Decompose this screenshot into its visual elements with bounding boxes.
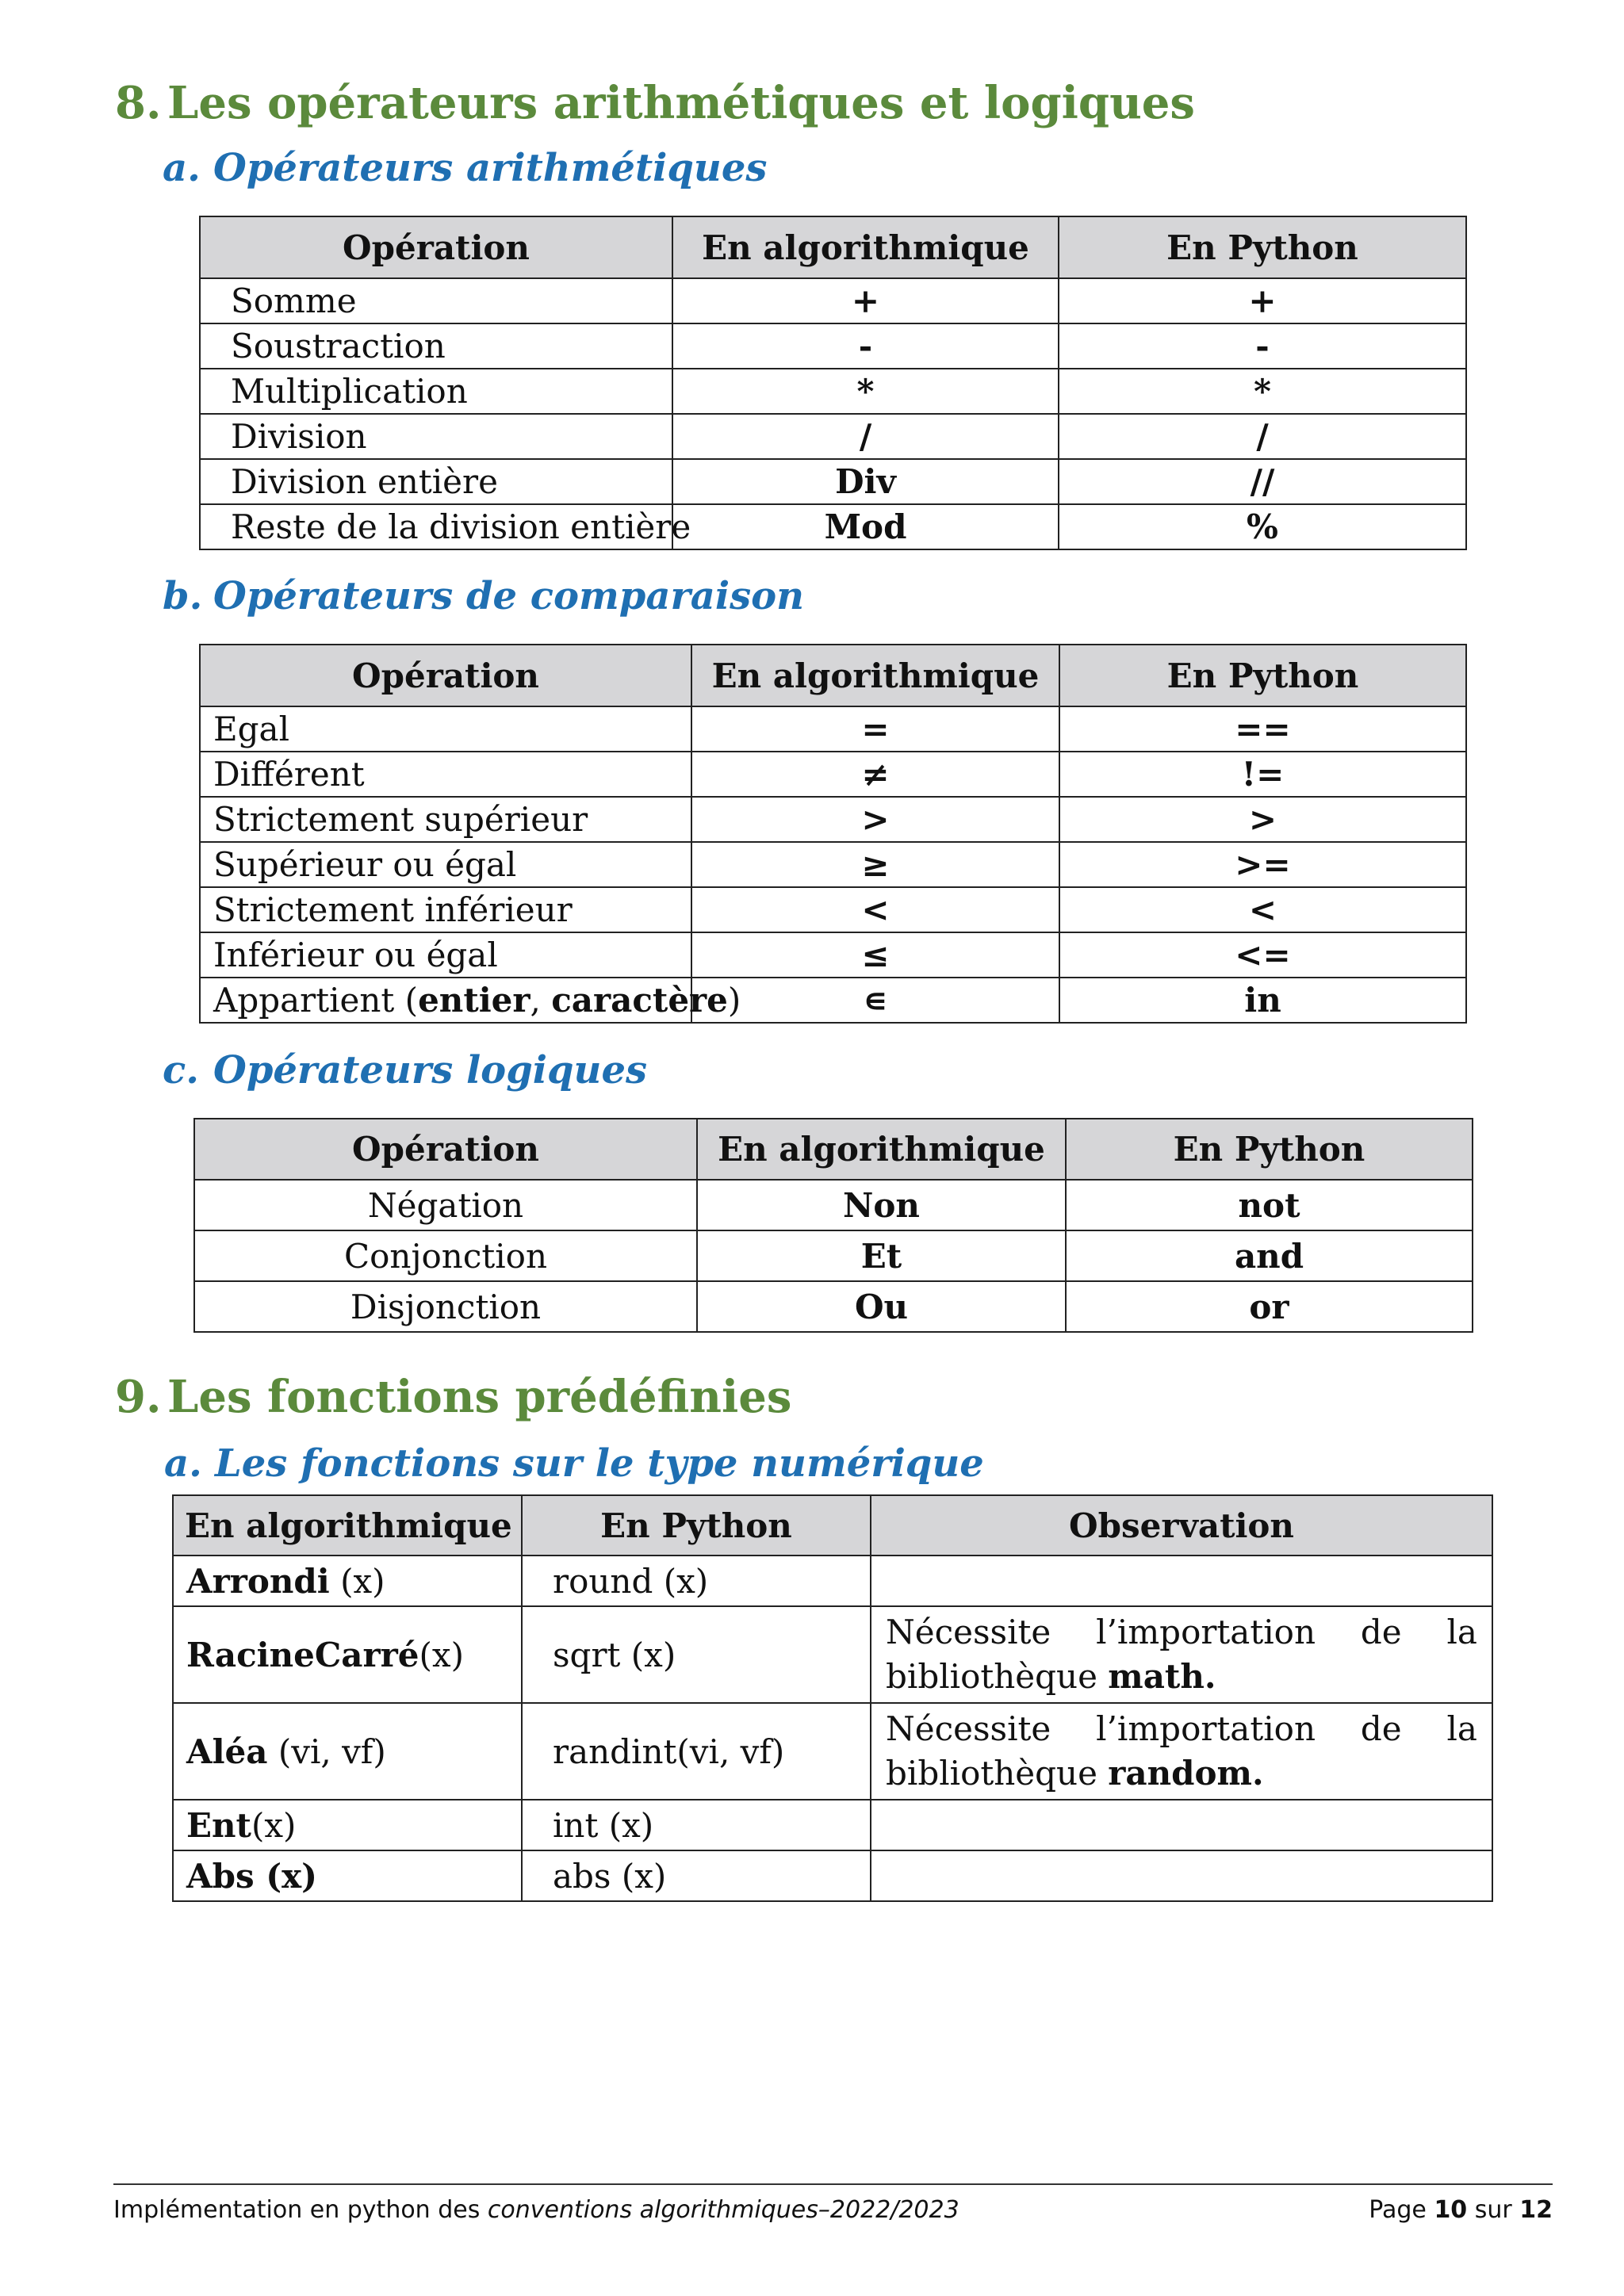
operation-cell <box>200 978 741 1023</box>
operation-cell: Inférieur ou égal <box>200 932 691 978</box>
subsection-title: Opérateurs logiques <box>213 1048 648 1093</box>
observation-word: la <box>1446 1709 1477 1748</box>
operation-cell: Somme <box>200 278 672 323</box>
algo-cell: ≥ <box>691 842 1059 887</box>
function-name: Arrondi <box>186 1561 330 1601</box>
operation-cell: Négation <box>194 1180 697 1230</box>
observation-cell <box>871 1703 1492 1800</box>
label-suffix: ) <box>727 981 741 1020</box>
operation-cell: Soustraction <box>200 323 672 369</box>
python-cell: + <box>1059 278 1466 323</box>
table-row <box>200 369 1466 414</box>
function-name: Abs (x) <box>186 1856 318 1896</box>
observation-cell <box>871 1800 1492 1850</box>
section-number: 8. <box>115 77 162 129</box>
subsection-letter: c. <box>163 1048 199 1093</box>
observation-word: Nécessite <box>886 1709 1051 1748</box>
python-cell: in <box>1059 978 1466 1023</box>
observation-line <box>886 1655 1477 1699</box>
algo-cell <box>173 1850 522 1901</box>
table-row <box>200 797 1466 842</box>
column-header: Observation <box>871 1495 1492 1556</box>
subsection-letter: a. <box>164 1441 202 1486</box>
python-cell: < <box>1059 887 1466 932</box>
python-cell: not <box>1066 1180 1473 1230</box>
library-name: math. <box>1108 1657 1216 1696</box>
algo-cell: Non <box>697 1180 1066 1230</box>
subsection-8b-heading <box>163 574 804 618</box>
section-title: Les fonctions prédéfinies <box>167 1371 792 1423</box>
table-row <box>200 278 1466 323</box>
total-pages: 12 <box>1519 2196 1553 2224</box>
python-cell: == <box>1059 706 1466 752</box>
function-args: (x) <box>419 1635 464 1674</box>
algo-cell <box>173 1556 522 1606</box>
operation-cell: Strictement inférieur <box>200 887 691 932</box>
table-row <box>200 752 1466 797</box>
algo-cell: Mod <box>672 504 1059 549</box>
observation-word: la <box>1446 1613 1477 1651</box>
observation-line <box>886 1751 1477 1796</box>
observation-word: de <box>1360 1613 1402 1651</box>
function-name: Aléa <box>186 1732 268 1771</box>
algo-cell: - <box>672 323 1059 369</box>
python-cell: sqrt (x) <box>522 1606 871 1703</box>
observation-text: bibliothèque <box>886 1754 1109 1793</box>
arithmetic-operators-table <box>199 216 1467 550</box>
operation-cell: Supérieur ou égal <box>200 842 691 887</box>
comparison-operators-table <box>199 644 1467 1024</box>
page-number <box>1369 2196 1553 2224</box>
column-header: En algorithmique <box>173 1495 522 1556</box>
column-header: En algorithmique <box>697 1119 1066 1180</box>
algo-cell: = <box>691 706 1059 752</box>
section-9-heading <box>115 1372 791 1422</box>
section-8-heading <box>115 78 1195 128</box>
operation-cell: Division <box>200 414 672 459</box>
algo-cell <box>173 1800 522 1850</box>
subsection-letter: a. <box>163 146 201 190</box>
label-bold: caractère <box>551 981 728 1020</box>
column-header: En Python <box>1066 1119 1473 1180</box>
python-cell: > <box>1059 797 1466 842</box>
column-header: Opération <box>200 645 691 706</box>
subsection-title: Opérateurs arithmétiques <box>213 146 768 190</box>
python-cell: abs (x) <box>522 1850 871 1901</box>
column-header: En algorithmique <box>672 216 1059 278</box>
algo-cell <box>173 1703 522 1800</box>
observation-word: l’importation <box>1096 1709 1316 1748</box>
footer-title <box>113 2196 959 2224</box>
page-mid: sur <box>1467 2196 1520 2224</box>
logical-operators-table <box>193 1118 1473 1333</box>
table-row <box>200 459 1466 504</box>
function-args: (x) <box>329 1561 385 1601</box>
column-header: En Python <box>1059 216 1466 278</box>
observation-line <box>886 1610 1477 1655</box>
function-args: (vi, vf) <box>267 1732 386 1771</box>
library-name: random. <box>1108 1754 1264 1793</box>
table-header-row <box>200 216 1466 278</box>
subsection-8c-heading <box>163 1048 647 1093</box>
column-header: Opération <box>200 216 672 278</box>
operation-cell: Egal <box>200 706 691 752</box>
table-row <box>173 1850 1492 1901</box>
algo-cell: > <box>691 797 1059 842</box>
python-cell: int (x) <box>522 1800 871 1850</box>
algo-cell: / <box>672 414 1059 459</box>
algo-cell: Div <box>672 459 1059 504</box>
algo-cell: < <box>691 887 1059 932</box>
current-page: 10 <box>1434 2196 1468 2224</box>
label-prefix: Appartient ( <box>213 981 419 1020</box>
column-header: En algorithmique <box>691 645 1059 706</box>
algo-cell <box>173 1606 522 1703</box>
python-cell: or <box>1066 1281 1473 1332</box>
section-number: 9. <box>115 1371 162 1423</box>
operation-cell: Différent <box>200 752 691 797</box>
table-row <box>200 323 1466 369</box>
algo-cell: Ou <box>697 1281 1066 1332</box>
table-header-row <box>173 1495 1492 1556</box>
subsection-title: Opérateurs de comparaison <box>213 574 805 618</box>
table-row <box>200 932 1466 978</box>
observation-text: bibliothèque <box>886 1657 1109 1696</box>
footer-text: Implémentation en python des <box>113 2196 488 2224</box>
column-header: Opération <box>194 1119 697 1180</box>
python-cell: / <box>1059 414 1466 459</box>
operation-cell: Division entière <box>200 459 672 504</box>
page-footer <box>113 2183 1553 2224</box>
table-header-row <box>194 1119 1473 1180</box>
table-row <box>200 414 1466 459</box>
table-row <box>194 1230 1473 1281</box>
observation-cell <box>871 1850 1492 1901</box>
table-row <box>200 978 1466 1023</box>
algo-cell: Et <box>697 1230 1066 1281</box>
table-row <box>200 887 1466 932</box>
algo-cell: + <box>672 278 1059 323</box>
page-prefix: Page <box>1369 2196 1434 2224</box>
observation-word: Nécessite <box>886 1613 1051 1651</box>
label-separator: , <box>530 981 552 1020</box>
algo-cell: ≤ <box>691 932 1059 978</box>
operation-cell: Disjonction <box>194 1281 697 1332</box>
function-name: Ent <box>186 1805 251 1845</box>
python-cell: <= <box>1059 932 1466 978</box>
operation-cell: Reste de la division entière <box>200 504 672 549</box>
subsection-letter: b. <box>163 574 203 618</box>
subsection-8a-heading <box>163 146 767 190</box>
python-cell: randint(vi, vf) <box>522 1703 871 1800</box>
observation-cell <box>871 1606 1492 1703</box>
table-row <box>173 1606 1492 1703</box>
python-cell: % <box>1059 504 1466 549</box>
table-row <box>200 706 1466 752</box>
subsection-title: Les fonctions sur le type numérique <box>215 1441 984 1486</box>
footer-italic-text: conventions algorithmiques–2022/2023 <box>487 2196 959 2224</box>
column-header: En Python <box>1059 645 1466 706</box>
python-cell: - <box>1059 323 1466 369</box>
python-cell: * <box>1059 369 1466 414</box>
operation-cell: Strictement supérieur <box>200 797 691 842</box>
table-row <box>200 842 1466 887</box>
function-name: RacineCarré <box>186 1635 419 1674</box>
observation-word: de <box>1360 1709 1402 1748</box>
numeric-functions-table <box>172 1494 1493 1902</box>
algo-cell: ∊ <box>691 978 1059 1023</box>
function-args: (x) <box>251 1805 297 1845</box>
python-cell: >= <box>1059 842 1466 887</box>
algo-cell: * <box>672 369 1059 414</box>
label-bold: entier <box>418 981 530 1020</box>
table-row <box>173 1556 1492 1606</box>
algo-cell: ≠ <box>691 752 1059 797</box>
table-row <box>194 1180 1473 1230</box>
table-row <box>194 1281 1473 1332</box>
section-title: Les opérateurs arithmétiques et logiques <box>167 77 1195 129</box>
python-cell: // <box>1059 459 1466 504</box>
table-header-row <box>200 645 1466 706</box>
table-row <box>173 1800 1492 1850</box>
python-cell: and <box>1066 1230 1473 1281</box>
operation-cell: Multiplication <box>200 369 672 414</box>
observation-cell <box>871 1556 1492 1606</box>
table-row <box>173 1703 1492 1800</box>
table-row <box>200 504 1466 549</box>
python-cell: != <box>1059 752 1466 797</box>
observation-word: l’importation <box>1096 1613 1316 1651</box>
column-header: En Python <box>522 1495 871 1556</box>
python-cell: round (x) <box>522 1556 871 1606</box>
observation-line <box>886 1707 1477 1751</box>
operation-cell: Conjonction <box>194 1230 697 1281</box>
subsection-9a-heading <box>164 1441 984 1486</box>
